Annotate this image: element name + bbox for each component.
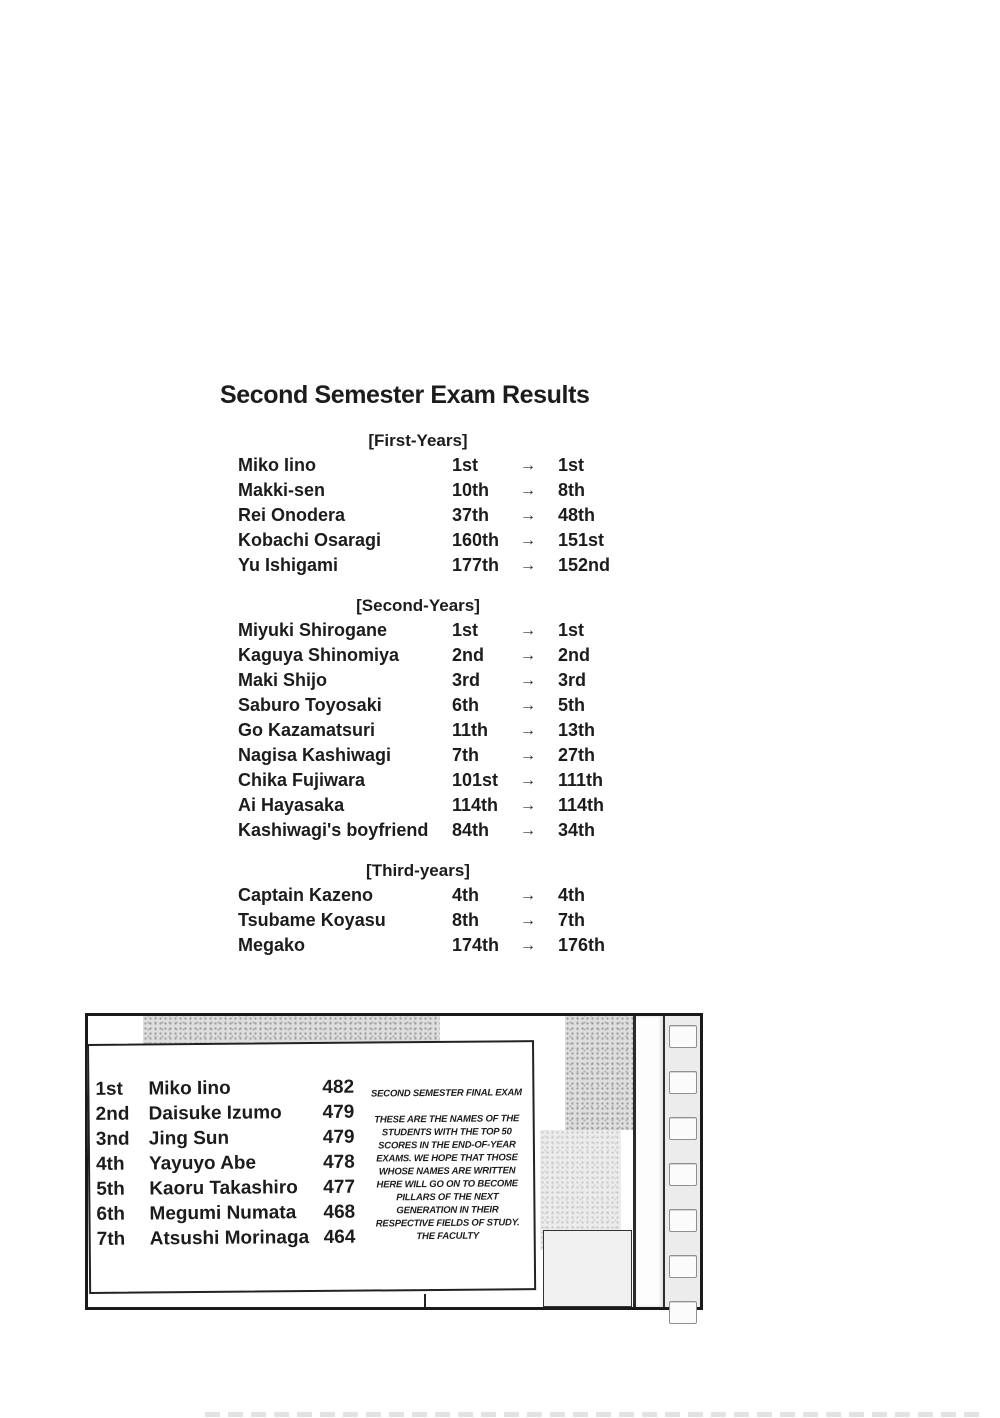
student-name: Megako bbox=[238, 935, 306, 955]
right-arrow-icon: → bbox=[520, 457, 536, 474]
result-row bbox=[238, 553, 611, 578]
student-name: Tsubame Koyasu bbox=[238, 910, 386, 930]
result-row bbox=[238, 793, 605, 818]
blind-slat bbox=[669, 1301, 697, 1324]
right-arrow-icon: → bbox=[520, 557, 536, 574]
result-row bbox=[238, 478, 598, 503]
right-arrow-icon: → bbox=[520, 672, 536, 689]
student-name: Saburo Toyosaki bbox=[238, 695, 382, 715]
student-name: Kaguya Shinomiya bbox=[238, 645, 400, 665]
student-name: Megumi Numata bbox=[149, 1202, 297, 1225]
final-rank: 5th bbox=[558, 695, 585, 715]
result-row bbox=[238, 503, 598, 528]
result-row bbox=[238, 768, 604, 793]
place: 5th bbox=[96, 1178, 125, 1200]
page-title: Second Semester Exam Results bbox=[220, 381, 590, 409]
place: 3nd bbox=[95, 1128, 130, 1150]
student-name: Daisuke Izumo bbox=[148, 1102, 282, 1125]
midterm-rank: 6th bbox=[452, 695, 479, 715]
midterm-rank: 1st bbox=[452, 455, 479, 475]
final-rank: 13th bbox=[558, 720, 596, 740]
student-name: Go Kazamatsuri bbox=[238, 720, 376, 740]
right-arrow-icon: → bbox=[520, 622, 536, 639]
midterm-rank: 3rd bbox=[452, 670, 481, 690]
window-blind-column bbox=[663, 1016, 700, 1307]
score: 477 bbox=[323, 1176, 356, 1198]
score-row bbox=[96, 1099, 396, 1127]
result-row bbox=[238, 453, 598, 478]
place: 7th bbox=[96, 1228, 126, 1250]
blind-slat bbox=[669, 1209, 697, 1232]
score: 482 bbox=[322, 1076, 355, 1098]
right-arrow-icon: → bbox=[520, 507, 536, 524]
final-rank: 2nd bbox=[558, 645, 591, 665]
right-arrow-icon: → bbox=[520, 772, 536, 789]
student-name: Kaoru Takashiro bbox=[149, 1177, 298, 1200]
result-row bbox=[238, 818, 598, 843]
right-arrow-icon: → bbox=[520, 822, 536, 839]
final-rank: 111th bbox=[558, 770, 604, 790]
student-name: Kobachi Osaragi bbox=[238, 530, 382, 550]
midterm-rank: 2nd bbox=[452, 645, 485, 665]
place: 1st bbox=[95, 1078, 123, 1100]
final-rank: 3rd bbox=[558, 670, 587, 690]
section-third-years bbox=[238, 858, 606, 958]
final-rank: 34th bbox=[558, 820, 596, 840]
blind-slat bbox=[669, 1071, 697, 1094]
faculty-caption bbox=[367, 1086, 526, 1243]
section-first-years bbox=[238, 428, 611, 578]
blind-slat bbox=[669, 1117, 697, 1140]
final-rank: 8th bbox=[558, 480, 585, 500]
wall-strip bbox=[636, 1016, 663, 1307]
student-name: Kashiwagi's boyfriend bbox=[238, 820, 429, 840]
blind-slat bbox=[669, 1025, 697, 1048]
student-name: Nagisa Kashiwagi bbox=[238, 745, 392, 765]
caption-title: SECOND SEMESTER FINAL EXAM bbox=[370, 1087, 522, 1100]
top-scores-list bbox=[95, 1074, 397, 1252]
right-arrow-icon: → bbox=[520, 797, 536, 814]
right-arrow-icon: → bbox=[520, 532, 536, 549]
background-box bbox=[543, 1230, 632, 1307]
wall-texture-column bbox=[565, 1016, 633, 1130]
score-row bbox=[96, 1199, 396, 1227]
right-arrow-icon: → bbox=[520, 937, 536, 954]
midterm-rank: 177th bbox=[452, 555, 500, 575]
student-name: Miko Iino bbox=[148, 1077, 231, 1100]
midterm-rank: 101st bbox=[452, 770, 499, 790]
midterm-rank: 84th bbox=[452, 820, 490, 840]
right-arrow-icon: → bbox=[520, 747, 536, 764]
midterm-rank: 1st bbox=[452, 620, 479, 640]
score: 468 bbox=[323, 1201, 356, 1223]
score: 464 bbox=[323, 1226, 356, 1248]
student-name: Yu Ishigami bbox=[238, 555, 339, 575]
right-arrow-icon: → bbox=[520, 647, 536, 664]
section-header: [Third-years] bbox=[366, 861, 470, 880]
final-rank: 27th bbox=[558, 745, 596, 765]
result-row bbox=[238, 883, 598, 908]
midterm-rank: 160th bbox=[452, 530, 500, 550]
result-row bbox=[238, 718, 598, 743]
place: 2nd bbox=[95, 1103, 130, 1125]
result-row bbox=[238, 668, 598, 693]
right-arrow-icon: → bbox=[520, 912, 536, 929]
right-arrow-icon: → bbox=[520, 482, 536, 499]
final-rank: 152nd bbox=[558, 555, 611, 575]
result-row bbox=[238, 643, 598, 668]
student-name: Miko Iino bbox=[238, 455, 316, 475]
score: 479 bbox=[322, 1101, 355, 1123]
blind-slat bbox=[669, 1255, 697, 1278]
score-row bbox=[97, 1224, 397, 1252]
section-header: [First-Years] bbox=[368, 431, 468, 450]
final-rank: 48th bbox=[558, 505, 596, 525]
place: 6th bbox=[96, 1203, 126, 1225]
midterm-rank: 37th bbox=[452, 505, 490, 525]
score: 479 bbox=[322, 1126, 355, 1148]
section-second-years bbox=[238, 593, 605, 843]
right-arrow-icon: → bbox=[520, 887, 536, 904]
final-rank: 1st bbox=[558, 620, 585, 640]
midterm-rank: 114th bbox=[452, 795, 499, 815]
midterm-rank: 4th bbox=[452, 885, 479, 905]
student-name: Maki Shijo bbox=[238, 670, 328, 690]
result-row bbox=[238, 743, 598, 768]
score: 478 bbox=[322, 1151, 355, 1173]
score-row bbox=[96, 1174, 396, 1202]
final-rank: 151st bbox=[558, 530, 605, 550]
midterm-rank: 11th bbox=[452, 720, 489, 740]
student-name: Yayuyo Abe bbox=[148, 1152, 257, 1175]
student-name: Miyuki Shirogane bbox=[238, 620, 388, 640]
student-name: Makki-sen bbox=[238, 480, 326, 500]
midterm-rank: 8th bbox=[452, 910, 479, 930]
midterm-rank: 10th bbox=[452, 480, 490, 500]
student-name: Jing Sun bbox=[148, 1127, 230, 1150]
student-name: Ai Hayasaka bbox=[238, 795, 345, 815]
final-rank: 1st bbox=[558, 455, 585, 475]
results-sign bbox=[87, 1040, 536, 1294]
cropped-text-remnant bbox=[205, 1412, 985, 1417]
midterm-rank: 174th bbox=[452, 935, 500, 955]
section-header: [Second-Years] bbox=[356, 596, 480, 615]
score-row bbox=[96, 1124, 396, 1152]
student-name: Rei Onodera bbox=[238, 505, 346, 525]
score-row bbox=[96, 1149, 396, 1177]
right-arrow-icon: → bbox=[520, 722, 536, 739]
result-row bbox=[238, 933, 606, 958]
floor-line bbox=[424, 1294, 426, 1307]
caption-signoff: THE FACULTY bbox=[416, 1230, 480, 1243]
caption-body: THESE ARE THE NAMES OF THE STUDENTS WITH THE TOP 50 SCORES IN THE END-OF-YEAR EXAMS. WE HOPE THAT THOSE WHOSE NAMES ARE WRITTEN HERE WILL GO ON TO BECOME PILLARS OF THE NEXT GENERATION IN THEIR RESPECTIVE FIELDS OF STUDY. bbox=[374, 1113, 520, 1230]
student-name: Chika Fujiwara bbox=[238, 770, 366, 790]
final-rank: 176th bbox=[558, 935, 606, 955]
final-rank: 4th bbox=[558, 885, 585, 905]
student-name: Atsushi Morinaga bbox=[149, 1227, 310, 1250]
result-row bbox=[238, 693, 598, 718]
place: 4th bbox=[95, 1153, 125, 1175]
right-arrow-icon: → bbox=[520, 697, 536, 714]
result-row bbox=[238, 528, 605, 553]
midterm-rank: 7th bbox=[452, 745, 479, 765]
result-row bbox=[238, 908, 598, 933]
blind-slat bbox=[669, 1163, 697, 1186]
exam-results-list bbox=[238, 428, 611, 958]
score-row bbox=[95, 1074, 395, 1102]
student-name: Captain Kazeno bbox=[238, 885, 374, 905]
final-rank: 114th bbox=[558, 795, 605, 815]
final-rank: 7th bbox=[558, 910, 585, 930]
result-row bbox=[238, 618, 598, 643]
manga-panel bbox=[85, 1013, 703, 1310]
